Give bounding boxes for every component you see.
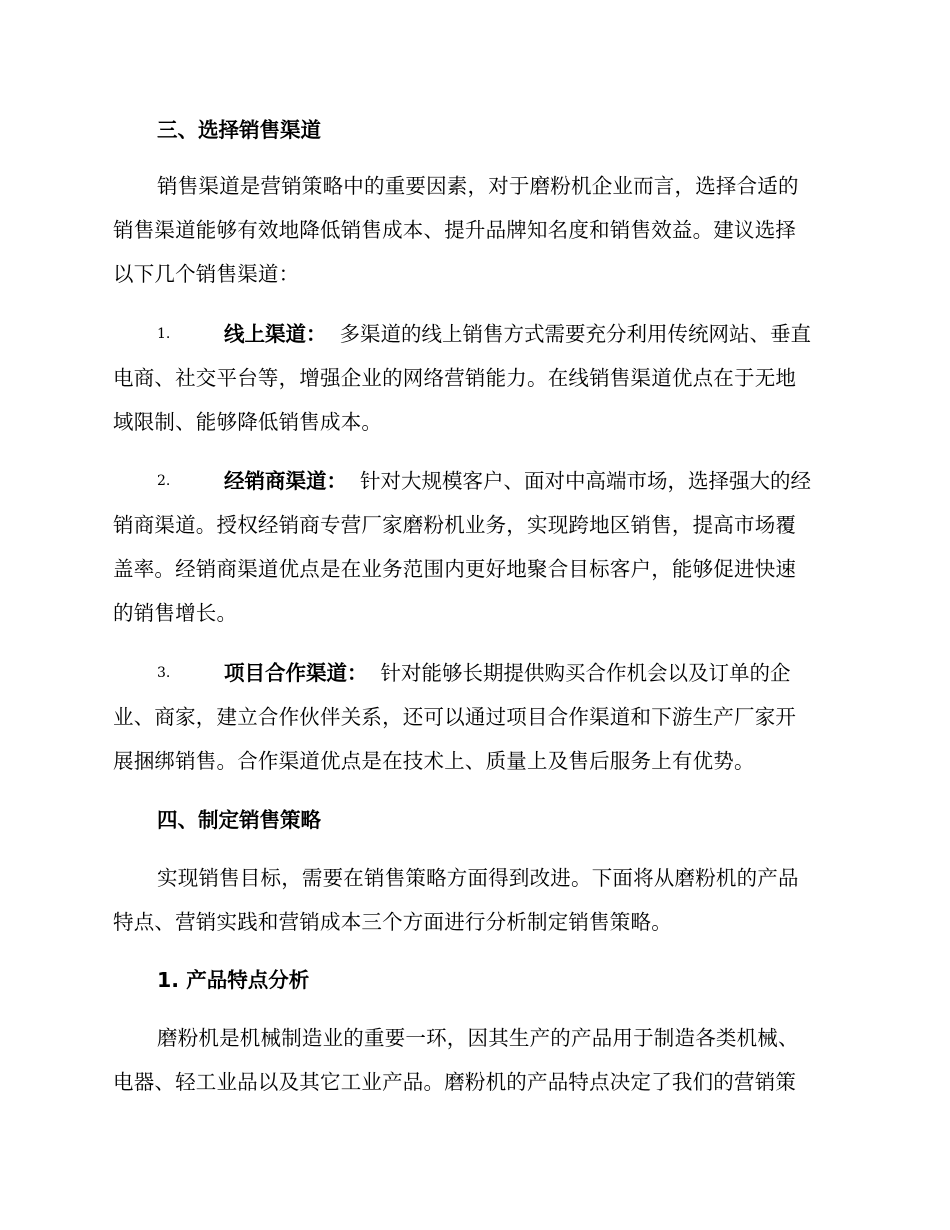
subsection-heading: 1. 产品特点分析 — [157, 968, 310, 992]
list-item-text: 针对能够长期提供购买合作机会以及订单的企 — [380, 661, 791, 685]
paragraph-line: 域限制、能够降低销售成本。 — [113, 410, 383, 434]
list-item-title: 项目合作渠道： — [224, 661, 368, 685]
list-item-title: 线上渠道： — [224, 322, 327, 346]
section-heading: 四、制定销售策略 — [157, 808, 321, 832]
list-item-title: 经销商渠道： — [224, 469, 347, 493]
list-item-text: 多渠道的线上销售方式需要充分利用传统网站、垂直 — [339, 322, 812, 346]
paragraph-line: 盖率。经销商渠道优点是在业务范围内更好地聚合目标客户，能够促进快速 — [113, 557, 797, 581]
list-item-text: 针对大规模客户、面对中高端市场，选择强大的经 — [360, 469, 812, 493]
paragraph-line: 以下几个销售渠道： — [113, 262, 300, 286]
paragraph-line: 实现销售目标，需要在销售策略方面得到改进。下面将从磨粉机的产品 — [157, 866, 799, 890]
paragraph-line: 电器、轻工业品以及其它工业产品。磨粉机的产品特点决定了我们的营销策 — [113, 1070, 797, 1094]
paragraph-line: 业、商家，建立合作伙伴关系，还可以通过项目合作渠道和下游生产厂家开 — [113, 705, 797, 729]
list-item-number: 1. — [157, 326, 171, 342]
paragraph-line: 特点、营销实践和营销成本三个方面进行分析制定销售策略。 — [113, 910, 672, 934]
list-item-first-line — [224, 467, 811, 495]
paragraph-line: 销售渠道能够有效地降低销售成本、提升品牌知名度和销售效益。建议选择 — [113, 218, 797, 242]
section-heading: 三、选择销售渠道 — [157, 118, 321, 142]
paragraph-line: 的销售增长。 — [113, 601, 238, 625]
list-item-first-line — [224, 659, 791, 687]
paragraph-line: 电商、社交平台等，增强企业的网络营销能力。在线销售渠道优点在于无地 — [113, 366, 797, 390]
list-item-number: 2. — [157, 473, 171, 489]
paragraph-line: 销商渠道。授权经销商专营厂家磨粉机业务，实现跨地区销售，提高市场覆 — [113, 513, 797, 537]
paragraph-line: 销售渠道是营销策略中的重要因素，对于磨粉机企业而言，选择合适的 — [157, 174, 799, 198]
paragraph-line: 展捆绑销售。合作渠道优点是在技术上、质量上及售后服务上有优势。 — [113, 749, 755, 773]
list-item-first-line — [224, 320, 811, 348]
list-item-number: 3. — [157, 665, 171, 681]
paragraph-line: 磨粉机是机械制造业的重要一环，因其生产的产品用于制造各类机械、 — [157, 1026, 799, 1050]
